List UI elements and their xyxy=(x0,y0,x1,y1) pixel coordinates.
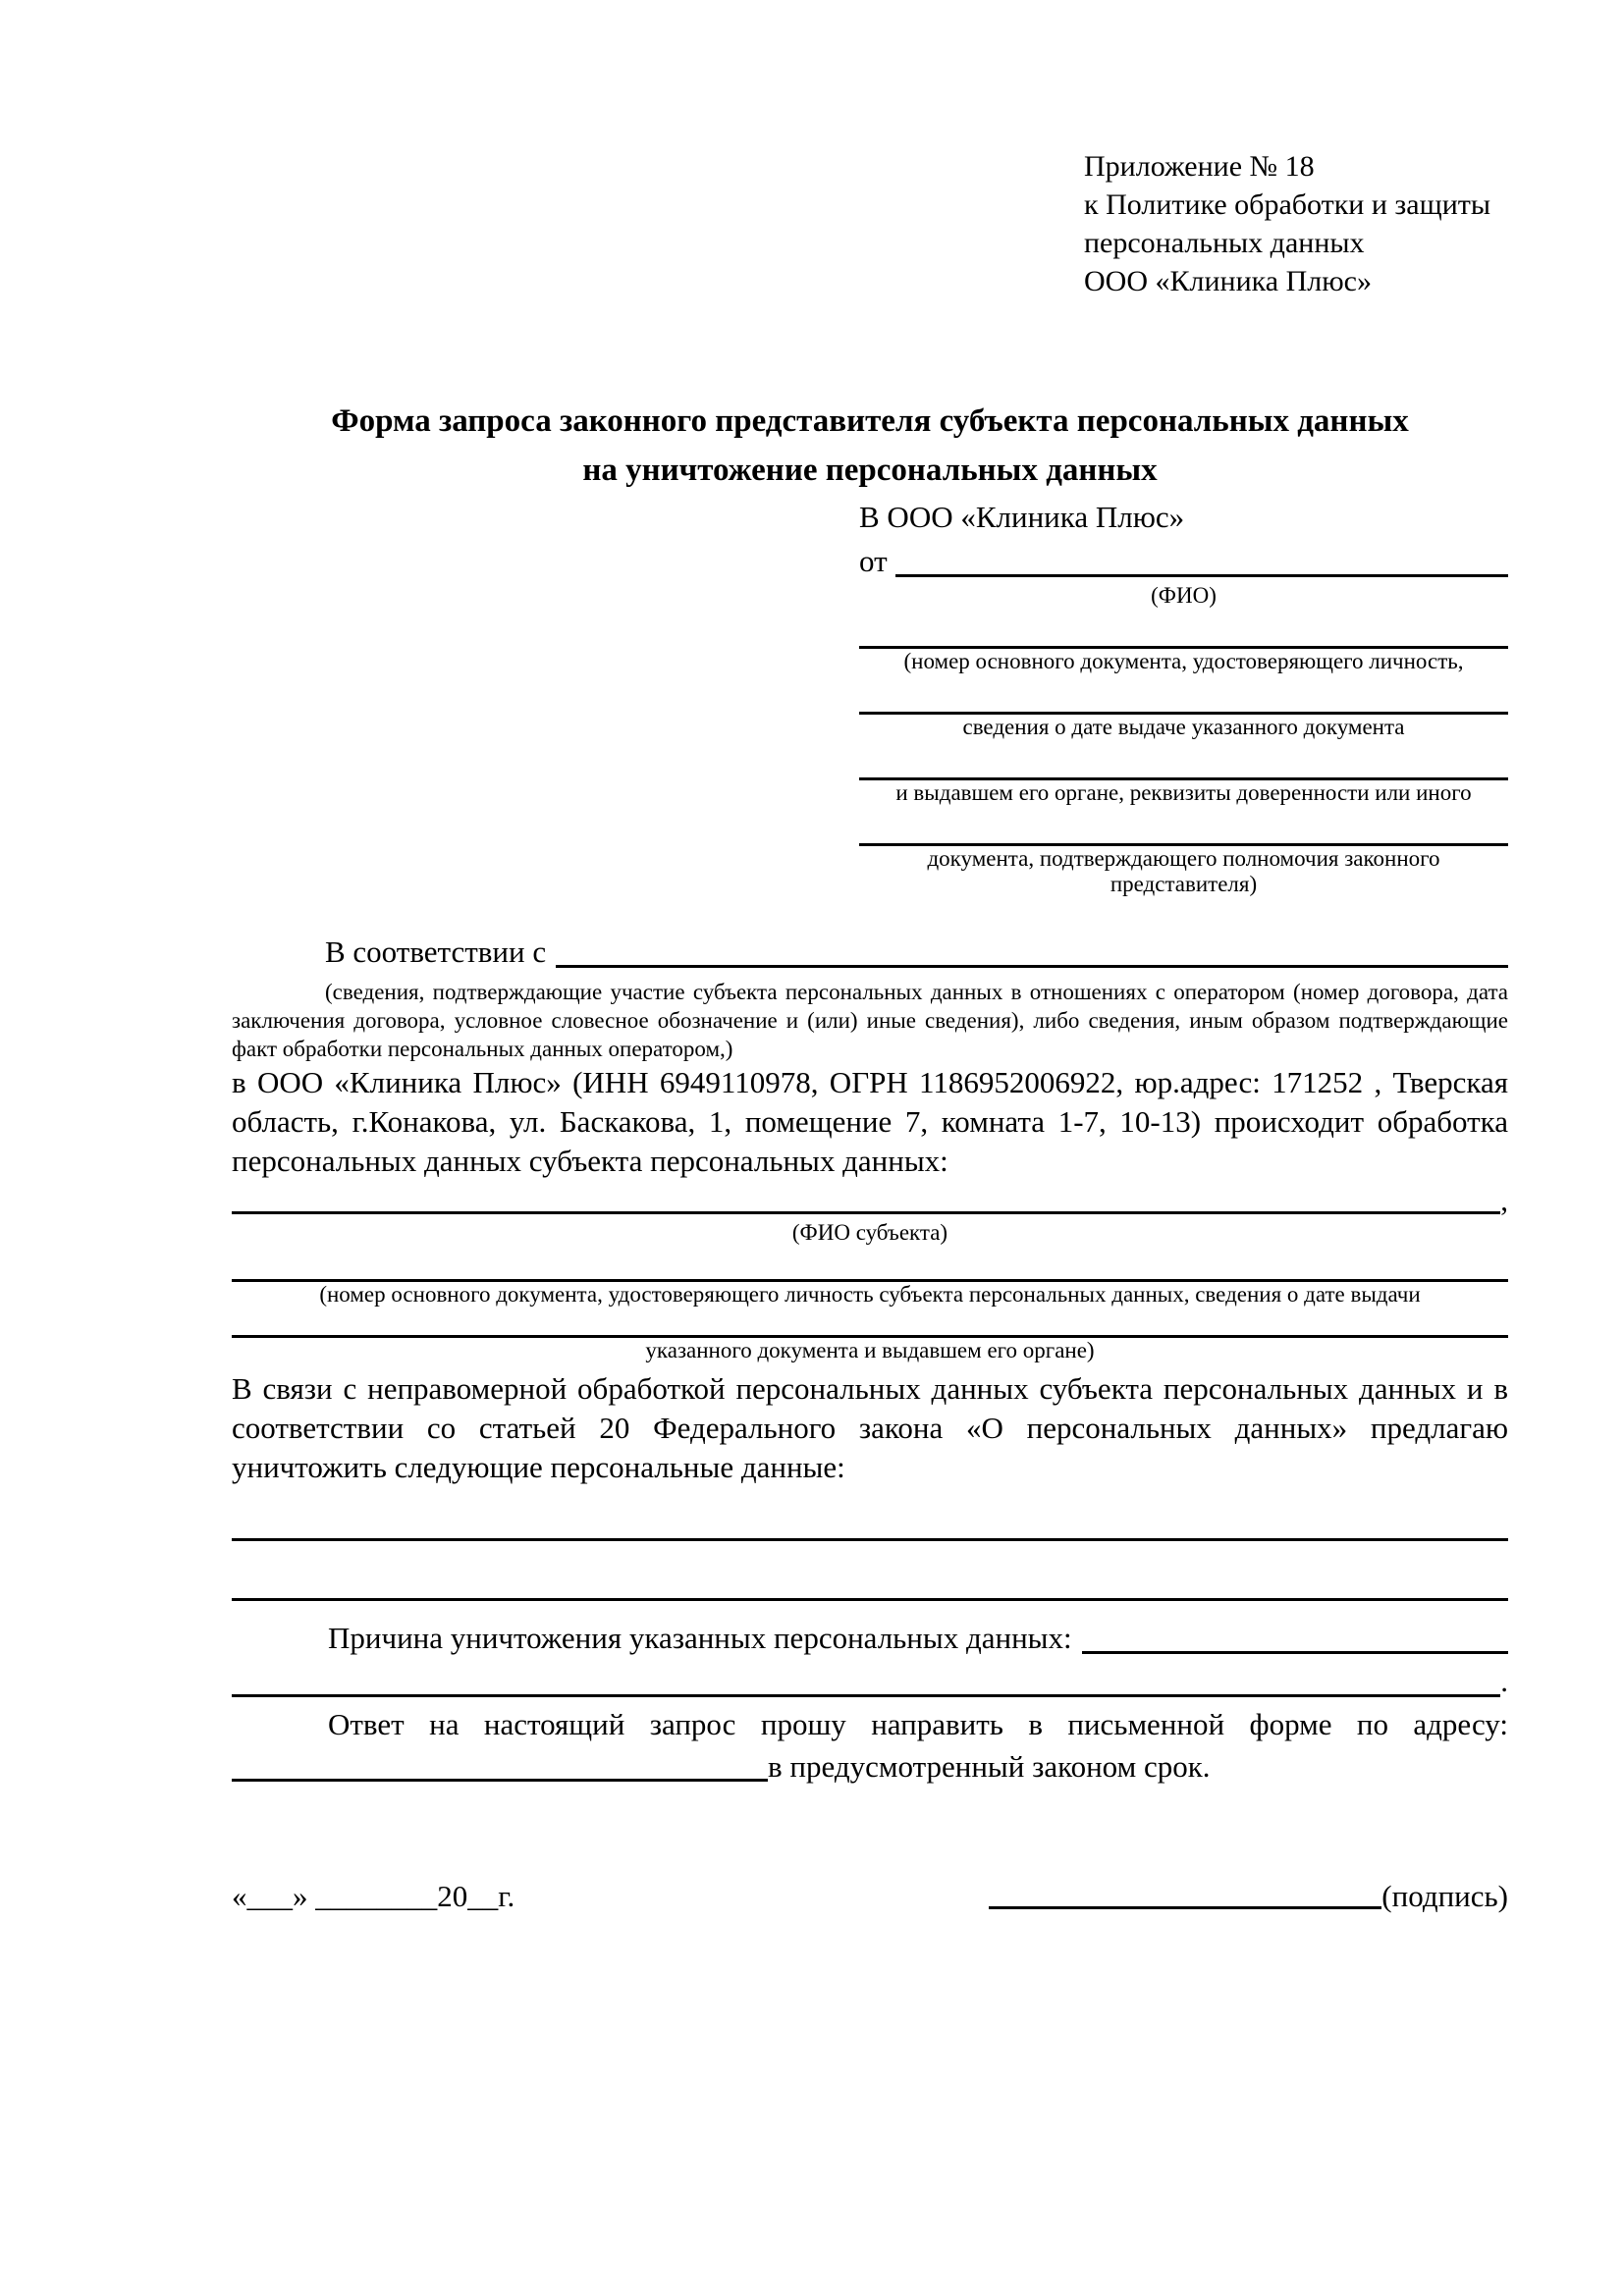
document-title-line1: Форма запроса законного представителя субъекта персональных данных xyxy=(331,403,1409,439)
issuing-authority-field xyxy=(859,746,1508,806)
operator-paragraph: в ООО «Клиника Плюс» (ИНН 6949110978, ОГРН 1186952006922, юр.адрес: 171252 , Тверская область, г.Конакова, ул. Баскакова, 1, помещение 7, комната 1-7, 10-13) происходит обработка персональных данных субъекта персональных данных: xyxy=(232,1065,1508,1178)
id-document-field xyxy=(859,614,1508,674)
subject-document-field2 xyxy=(232,1308,1508,1363)
accordance-row xyxy=(232,931,1508,974)
answer-tail: в предусмотренный законом срок. xyxy=(768,1749,1211,1784)
accordance-label: В соответствии с xyxy=(325,934,547,969)
from-label: от xyxy=(859,544,888,578)
personal-data-input-line2 xyxy=(232,1598,1508,1601)
annex-line: Приложение № 18 xyxy=(1084,150,1315,183)
subject-document-caption2: указанного документа и выдавшем его органе) xyxy=(645,1338,1095,1362)
fio-caption: (ФИО) xyxy=(1151,583,1217,608)
subject-document-caption: (номер основного документа, удостоверяющего личность субъекта персональных данных, сведения о дате выдачи xyxy=(319,1282,1421,1307)
document-content xyxy=(232,0,1508,1917)
document-title xyxy=(232,397,1508,495)
issue-date-field xyxy=(859,680,1508,740)
comma: , xyxy=(1500,1183,1508,1217)
id-document-input-line xyxy=(859,614,1508,649)
subject-document-field xyxy=(232,1252,1508,1308)
annex-line: персональных данных xyxy=(1084,227,1365,259)
reason-continuation-row xyxy=(232,1660,1508,1703)
subject-document-input-line xyxy=(232,1252,1508,1282)
from-row xyxy=(859,539,1508,583)
annex-line: к Политике обработки и защиты xyxy=(1084,188,1491,221)
from-fio-input-line xyxy=(895,574,1508,577)
answer-address-row xyxy=(232,1746,1508,1788)
subject-fio-caption: (ФИО субъекта) xyxy=(791,1220,948,1245)
reason-input-line xyxy=(1082,1651,1508,1654)
address-input-line xyxy=(232,1779,768,1782)
authority-document-field xyxy=(859,812,1508,897)
answer-paragraph: Ответ на настоящий запрос прошу направить в письменной форме по адресу: xyxy=(328,1707,1508,1741)
annex-reference-block xyxy=(1084,147,1508,300)
issue-date-field-caption: сведения о дате выдаче указанного документа xyxy=(962,715,1405,739)
signature-group xyxy=(989,1876,1508,1917)
subject-fio-row xyxy=(232,1181,1508,1220)
signature-caption: (подпись) xyxy=(1381,1879,1508,1913)
issue-date-input-line xyxy=(859,680,1508,715)
annex-line: ООО «Клиника Плюс» xyxy=(1084,265,1372,297)
addressee-organization: В ООО «Клиника Плюс» xyxy=(859,500,1185,534)
date-signature-row xyxy=(232,1876,1508,1917)
accordance-note: (сведения, подтверждающие участие субъекта персональных данных в отношениях с оператором (номер договора, дата заключения договора, условное словесное обозначение и (или) иные сведения), либо сведения, иным образом подтверждающие факт обработки персональных данных оператором,) xyxy=(232,980,1508,1061)
issuing-authority-field-caption: и выдавшем его органе, реквизиты доверенности или иного xyxy=(895,780,1472,805)
accordance-input-line xyxy=(556,965,1508,968)
request-paragraph: В связи с неправомерной обработкой персональных данных субъекта персональных данных и в соответствии со статьей 20 Федерального закона «О персональных данных» предлагаю уничтожить следующие персональные данные: xyxy=(232,1371,1508,1484)
subject-fio-input-line xyxy=(232,1211,1500,1214)
reason-continuation-line xyxy=(232,1694,1500,1697)
addressee-block xyxy=(859,495,1508,897)
authority-document-input-line xyxy=(859,812,1508,846)
personal-data-input-line xyxy=(232,1538,1508,1541)
reason-row xyxy=(232,1617,1508,1660)
issuing-authority-input-line xyxy=(859,746,1508,780)
period: . xyxy=(1500,1664,1508,1698)
signature-input-line xyxy=(989,1906,1381,1909)
document-title-line2: на уничтожение персональных данных xyxy=(582,453,1158,488)
date-field: «___» ________20__г. xyxy=(232,1879,515,1913)
reason-label: Причина уничтожения указанных персональных данных: xyxy=(328,1621,1072,1655)
authority-document-field-caption: документа, подтверждающего полномочия законного представителя) xyxy=(927,846,1440,896)
id-document-field-caption: (номер основного документа, удостоверяющего личность, xyxy=(903,649,1464,673)
subject-document-input-line2 xyxy=(232,1308,1508,1338)
